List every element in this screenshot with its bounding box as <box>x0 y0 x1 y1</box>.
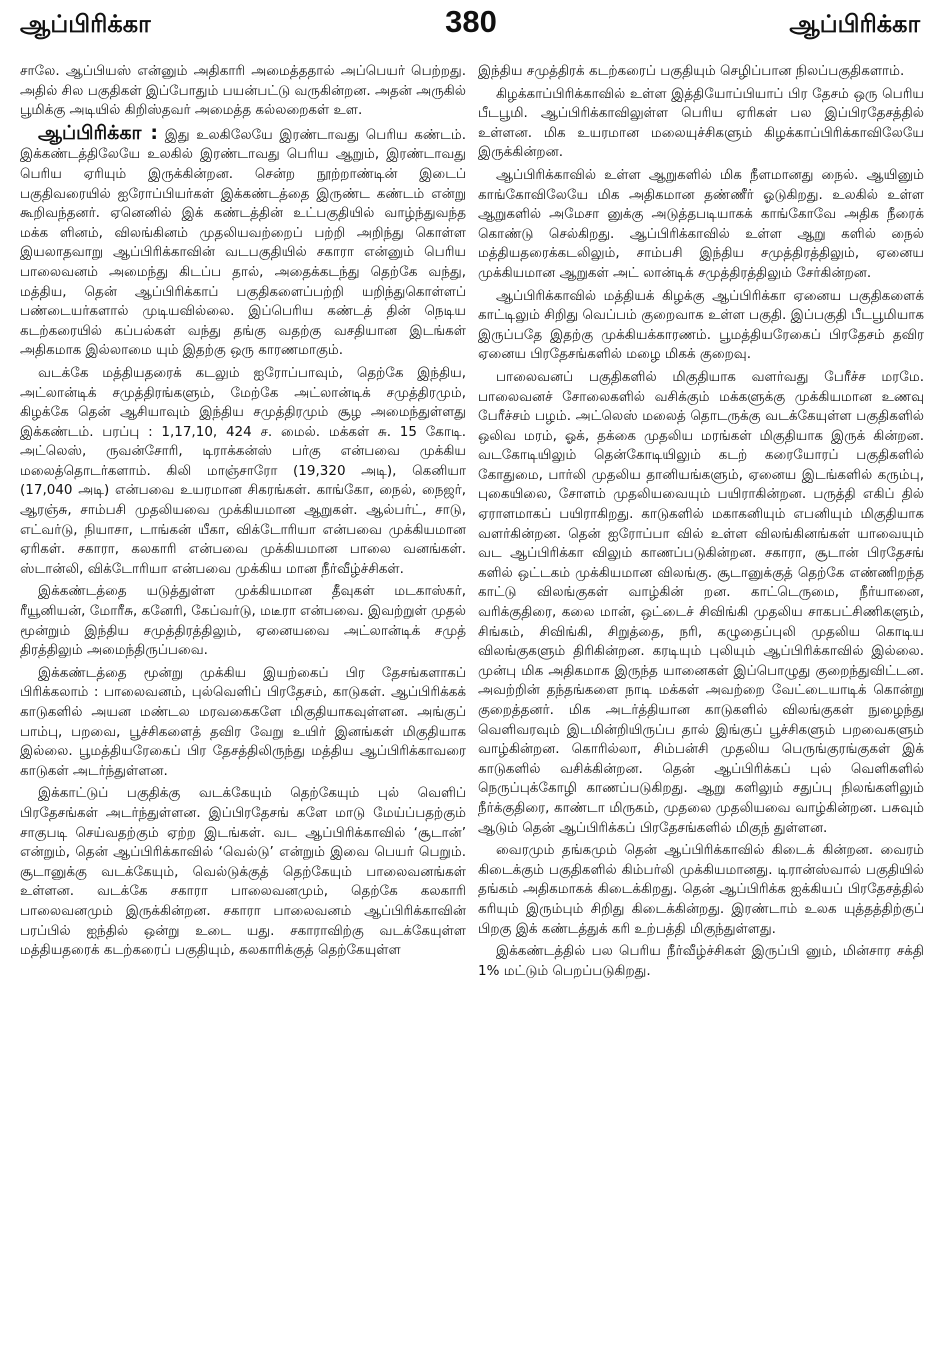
paragraph: இக்கண்டத்தில் பல பெரிய நீர்வீழ்ச்சிகள் இருப்பி னும், மின்சார சக்தி 1% மட்டும் பெறப்படுகிறது. <box>478 943 924 979</box>
page-number: 380 <box>445 4 497 39</box>
paragraph: இக்கண்டத்தை மூன்று முக்கிய இயற்கைப் பிர தேசங்களாகப் பிரிக்கலாம் : பாலைவனம், புல்வெளிப் பிரதேசம், காடுகள். ஆப்பிரிக்கக் காடுகளில் அயன மண்டல மரவகைகளே மிகுதியாகவுள்ளன. அங்குப் பாம்பு, பறவை, பூச்சிகளைத் தவிர வேறு உயிர் இனங்கள் மிகுதியாக இல்லை. பூமத்தியரேகைப் பிர தேசத்திலிருந்து மத்திய ஆப்பிரிக்காவரை காடுகள் அடர்ந்துள்ளன. <box>20 664 466 779</box>
paragraph: இக்கண்டத்தை யடுத்துள்ள முக்கியமான தீவுகள் மடகாஸ்கர், ரீயூனியன், மோரீசு, கனேரி, கேப்வர்டு, மடீரா என்பவை. இவற்றுள் முதல் மூன்றும் இந்திய சமுத்திரத்திலும், ஏனையவை அட்லான்டிக் சமுத் திரத்திலும் அமைந்திருப்பவை. <box>20 583 466 659</box>
paragraph: சாலே. ஆப்பியஸ் என்னும் அதிகாரி அமைத்ததால் அப்பெயர் பெற்றது. அதில் சில பகுதிகள் இப்போதும் பயன்பட்டு வருகின்றன. அதன் அருகில் பூமிக்கு அடியில் கிறிஸ்தவர் அமைத்த கல்லறைகள் உள. <box>20 63 466 119</box>
paragraph: இந்திய சமுத்திரக் கடற்கரைப் பகுதியும் செழிப்பான நிலப்பகுதிகளாம். <box>478 63 905 79</box>
running-title-right: ஆப்பிரிக்கா <box>789 10 920 38</box>
paragraph <box>20 121 466 361</box>
paragraph: வடக்கே மத்தியதரைக் கடலும் ஐரோப்பாவும், தெற்கே இந்திய, அட்லான்டிக் சமுத்திரங்களும், மேற்கே அட்லான்டிக் சமுத்திரமும், கிழக்கே தென் ஆசியாவும் இந்திய சமுத்திரமும் சூழ அமைந்துள்ளது இக்கண்டம். பரப்பு : 1,17,10, 424 ச. மைல். மக்கள் சு. 15 கோடி. அட்லெஸ், ருவன்சோரி, டிராக்கன்ஸ் பர்கு என்பவை முக்கிய மலைத்தொடர்களாம். கிலி மாஞ்சாரோ (19,320 அடி), கெனியா (17,040 அடி) என்பவை உயரமான சிகரங்கள். காங்கோ, நைல், நைஜர், ஆரஞ்சு, சாம்பசி முதலியவை முக்கியமான ஆறுகள். ஆல்பர்ட், சாடு, எட்வர்டு, நியாசா, டாங்கன் யீகா, விக்டோரியா என்பவை முக்கியமான ஏரிகள். சகாரா, கலகாரி என்பவை முக்கியமான பாலை வனங்கள். ஸ்டான்லி, விக்டோரியா என்பவை முக்கிய மான நீர்வீழ்ச்சிகள். <box>20 364 466 577</box>
left-column <box>20 62 466 1354</box>
paragraph-text: இது உலகிலேயே இரண்டாவது பெரிய கண்டம். இக்கண்டத்திலேயே உலகில் இரண்டாவது பெரிய ஆறும், இரண்டாவது பெரிய ஏரியும் இருக்கின்றன. சென்ற நூற்றாண்டின் இடைப் பகுதிவரையில் ஐரோப்பியர்கள் இக்கண்டத்தை இருண்ட கண்டம் என்று கூறிவந்தனர். ஏனெனில் இக் கண்டத்தின் உட்பகுதியில் வாழ்ந்துவந்த மக்க ளினம், விலங்கினம் முதலியவற்றைப் பற்றி அறிந்து கொள்ள இயலாதவாறு ஆப்பிரிக்காவின் வடபகுதியில் சகாரா என்னும் பெரிய பாலைவனம் அமைந்து கிடப்ப தால், அதைக்கடந்து தெற்கே வந்து, மத்திய, தென் ஆப்பிரிக்காப் பகுதிகளைப்பற்றி யறிந்துகொள்ளப் பண்டையர்களால் முடியவில்லை. இப்பெரிய கண்டத் தின் நெடிய கடற்கரையில் கப்பல்கள் வந்து தங்கு வதற்கு வசதியான இடங்கள் அதிகமாக இல்லாமை யும் இதற்கு ஒரு காரணமாகும். <box>20 126 466 359</box>
right-column <box>478 62 924 1354</box>
entry-heading: ஆப்பிரிக்கா : <box>38 121 159 144</box>
paragraph: இக்காட்டுப் பகுதிக்கு வடக்கேயும் தெற்கேயும் புல் வெளிப் பிரதேசங்கள் அடர்ந்துள்ளன. இப்பிரதேசங் களே மாடு மேய்ப்பதற்கும் சாகுபடி செய்வதற்கும் ஏற்ற இடங்கள். வட ஆப்பிரிக்காவில் ‘சூடான்’ என்றும், தென் ஆப்பிரிக்காவில் ‘வெல்டு’ என்றும் இவை பெயர் பெறும். சூடானுக்கு வடக்கேயும், வெல்டுக்குத் தெற்கேயும் பாலைவனங்கள் உள்ளன. வடக்கே சகாரா பாலைவனமும், தெற்கே கலகாரி பாலைவனமும் இருக்கின்றன. சகாரா பாலைவனம் ஆப்பிரிக்காவின் பரப்பில் ஐந்தில் ஒன்று உடை யது. சகாராவிற்கு வடக்கேயுள்ள மத்தியதரைக் கடற்கரைப் பகுதியும், கலகாரிக்குத் தெற்கேயுள்ள <box>20 785 466 959</box>
paragraph: வைரமும் தங்கமும் தென் ஆப்பிரிக்காவில் கிடைக் கின்றன. வைரம் கிடைக்கும் பகுதிகளில் கிம்பர்லி முக்கியமானது. டிரான்ஸ்வால் பகுதியில் தங்கம் அதிகமாகக் கிடைக்கிறது. தென் ஆப்பிரிக்க ஐக்கியப் பிரதேசத்தில் கரியும் இரும்பும் சிறிது கிடைக்கின்றது. இரண்டாம் உலக யுத்தத்திற்குப் பிறகு இக் கண்டத்துக் கரி உற்பத்தி மிகுந்துள்ளது. <box>478 842 924 937</box>
running-title-left: ஆப்பிரிக்கா <box>20 10 151 38</box>
paragraph: பாலைவனப் பகுதிகளில் மிகுதியாக வளர்வது பேரீச்ச மரமே. பாலைவனச் சோலைகளில் வசிக்கும் மக்களுக்கு முக்கியமான உணவு பேரீச்சம் பழம். அட்லெஸ் மலைத் தொடருக்கு வடக்கேயுள்ள பகுதிகளில் ஒலிவ மரம், ஓக், தக்கை முதலிய மரங்கள் மிகுதியாக இருக் கின்றன. வடகோடியிலும் தென்கோடியிலும் கடற் கரையோரப் பகுதிகளில் கோதுமை, பார்லி முதலிய தானியங்களும், ஏனைய இடங்களில் கரும்பு, புகையிலை, சோளம் முதலியவையும் பயிராகின்றன. பருத்தி எகிப் தில் ஏராளமாகப் பயிராகிறது. காடுகளில் மகாகனியும் எபனியும் மிகுதியாக வளர்கின்றன. தென் ஐரோப்பா வில் உள்ள விலங்கினங்கள் யாவையும் வட ஆப்பிரிக்கா விலும் காணப்படுகின்றன. சகாரா, சூடான் பிரதேசங் களில் ஒட்டகம் முக்கியமான விலங்கு. சூடானுக்குத் தெற்கே எண்ணிறந்த காட்டு விலங்குகள் வாழ்கின் றன. காட்டெருமை, நீர்யானை, வரிக்குதிரை, கலை மான், ஒட்டைச் சிவிங்கி முதலிய சாகபட்சிணிகளும், சிங்கம், சிவிங்கி, சிறுத்தை, நரி, கழுதைப்புலி முதலிய கொடிய விலங்குகளும் திரிகின்றன. கரடியும் புலியும் ஆப்பிரிக்காவில் இல்லை. முன்பு மிக அதிகமாக இருந்த யானைகள் இப்பொழுது குறைந்துவிட்டன. அவற்றின் தந்தங்களை நாடி மக்கள் அவற்றை வேட்டையாடிக் கொன்று குறைத்தனர். மிக அடர்த்தியான காடுகளில் விலங்குகள் நுழைந்து வெளிவரவும் இடமின்றியிருப்ப தால் இங்குப் பூச்சிகளும் பறவைகளும் வாழ்கின்றன. கொரில்லா, சிம்பன்சி முதலிய பெருங்குரங்குகள் இக் காடுகளில் வசிக்கின்றன. தென் ஆப்பிரிக்கப் புல் வெளிகளில் நெருப்புக்கோழி காணப்படுகிறது. ஆறு களிலும் சதுப்பு நிலங்களிலும் நீர்க்குதிரை, காண்டா மிருகம், முதலை முதலியவை வாழ்கின்றன. பசுவும் ஆடும் தென் ஆப்பிரிக்கப் பிரதேசங்களில் மிகுந் துள்ளன. <box>478 368 924 836</box>
paragraph: கிழக்காப்பிரிக்காவில் உள்ள இத்தியோப்பியாப் பிர தேசம் ஒரு பெரிய பீடபூமி. ஆப்பிரிக்காவிலுள்ள பெரிய ஏரிகள் பல இப்பிரதேசத்தில் உள்ளன. மிக உயரமான மலையுச்சிகளும் கிழக்காப்பிரிக்காவிலேயே இருக்கின்றன. <box>478 85 924 161</box>
paragraph: ஆப்பிரிக்காவில் மத்தியக் கிழக்கு ஆப்பிரிக்கா ஏனைய பகுதிகளைக் காட்டிலும் சிறிது வெப்பம் குறைவாக உள்ள பகுதி. இப்பகுதி பீடபூமியாக இருப்பதே இதற்கு முக்கியக்காரணம். பூமத்தியரேகைப் பிரதேசம் தவிர ஏனைய பிரதேசங்களில் மழை மிகக் குறைவு. <box>478 287 924 363</box>
page-header <box>0 0 942 56</box>
paragraph: ஆப்பிரிக்காவில் உள்ள ஆறுகளில் மிக நீளமானது நைல். ஆயினும் காங்கோவிலேயே மிக அதிகமான தண்ணீர் ஓடுகிறது. உலகில் உள்ள ஆறுகளில் அமேசா னுக்கு அடுத்தபடியாகக் காங்கோவே அதிக நீரைக் கொண்டு செல்கிறது. ஆப்பிரிக்காவில் உள்ள ஆறு களில் நைல் மத்தியதரைக்கடலிலும், சாம்பசி இந்திய சமுத்திரத்திலும், ஏனைய முக்கியமான ஆறுகள் அட் லான்டிக் சமுத்திரத்திலும் சேர்கின்றன. <box>478 166 924 281</box>
